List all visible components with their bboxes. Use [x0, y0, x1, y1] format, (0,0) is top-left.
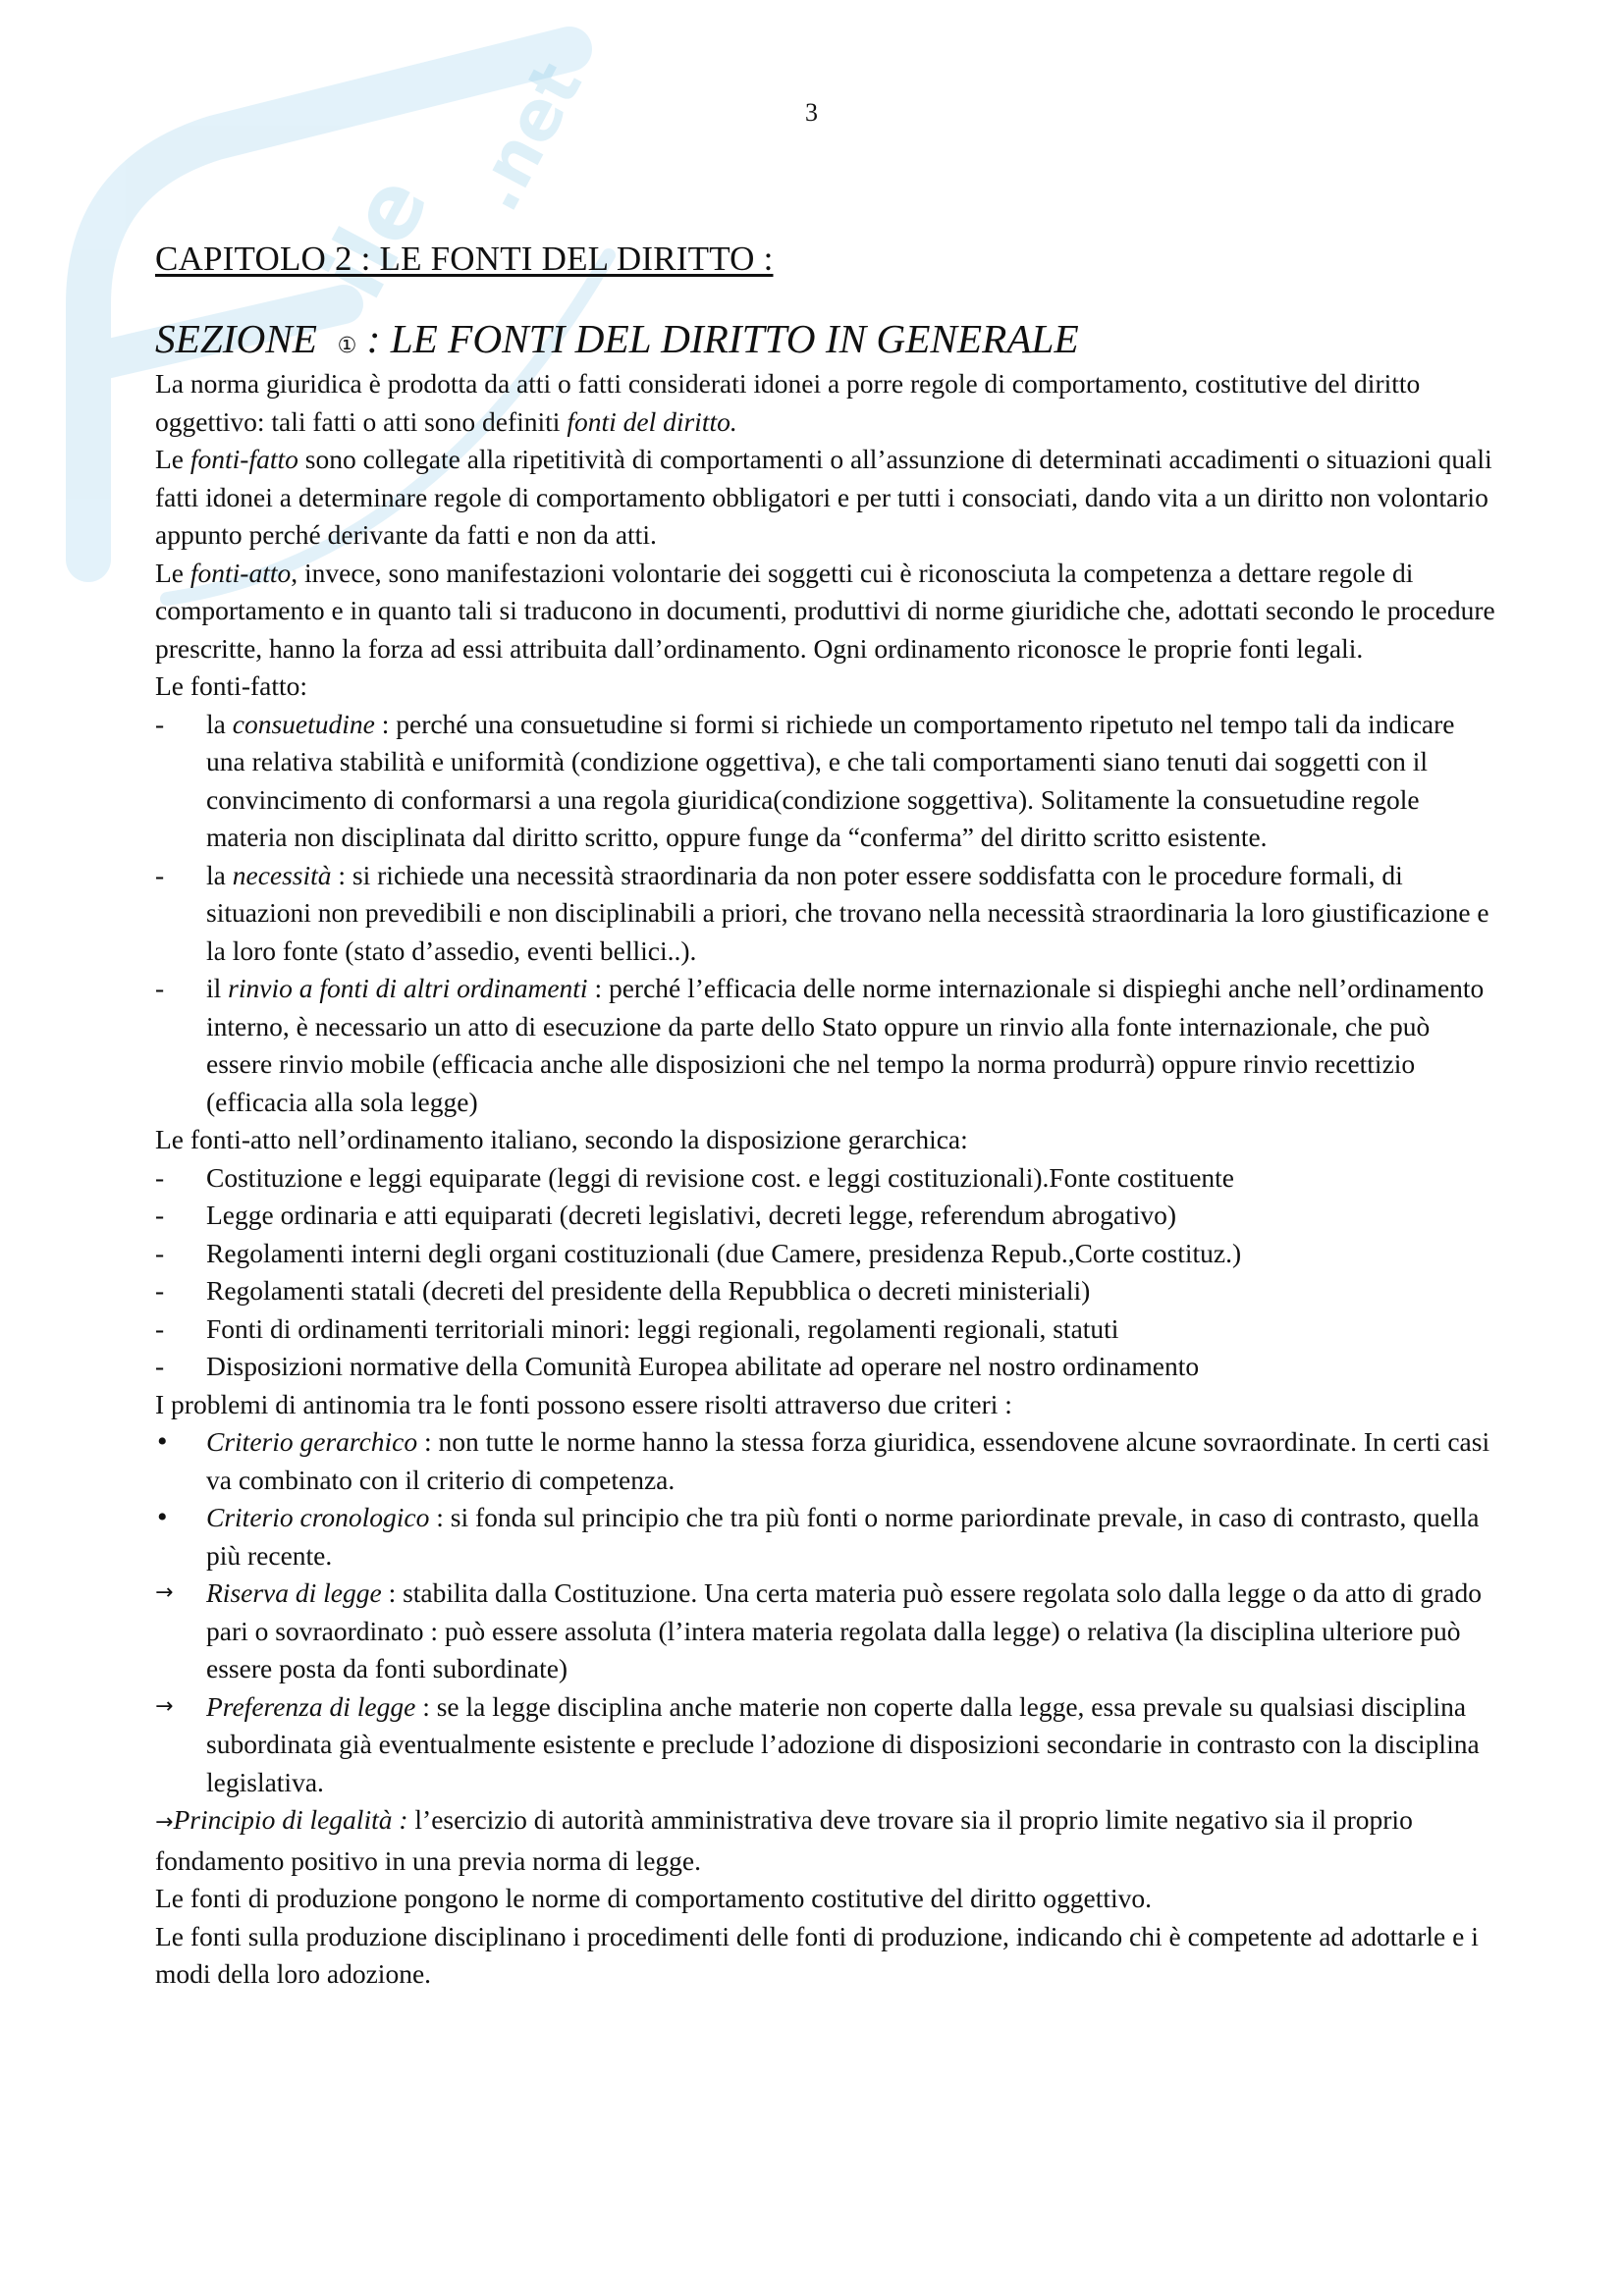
chapter-title: CAPITOLO 2 : LE FONTI DEL DIRITTO :	[155, 240, 774, 278]
intro-paragraph-3	[155, 555, 1500, 668]
bullet-icon: •	[157, 1501, 168, 1533]
criterion-text: : non tutte le norme hanno la stessa forza giuridica, essendovene alcune sovraordinate. In certi casi va combinato con il criterio di competenza.	[206, 1426, 1490, 1495]
list-item	[155, 706, 1500, 857]
criterion-text: : se la legge disciplina anche materie non coperte dalla legge, essa prevale su qualsiasi disciplina subordinata già eventualmente esistente e preclude l’adozione di disposizioni secondarie in contrasto con la disciplina legislativa.	[206, 1690, 1480, 1797]
dash-marker: -	[155, 1312, 165, 1344]
dash-marker: -	[155, 1351, 165, 1381]
item-term: consuetudine	[232, 708, 375, 739]
intro-paragraph-2	[155, 441, 1500, 555]
item-text: : si richiede una necessità straordinaria da non poter essere soddisfatta con le procedure formali, di situazioni non prevedibili e non disciplinabili a priori, che trovano nella necessità straordinaria la loro giustificazione e la loro fonte (stato d’assedio, eventi bellici..).	[206, 859, 1489, 966]
list-item	[155, 1197, 1500, 1235]
list-item	[155, 1310, 1500, 1349]
item-text: Fonti di ordinamenti territoriali minori: leggi regionali, regolamenti regionali, statuti	[206, 1312, 1119, 1344]
section-heading: : LE FONTI DEL DIRITTO IN GENERALE	[366, 315, 1079, 361]
intro-term: fonti del diritto.	[567, 405, 737, 437]
section-title	[155, 315, 1500, 366]
dash-marker: -	[155, 1161, 165, 1193]
list-item	[155, 970, 1500, 1121]
legalita-paragraph	[155, 1801, 1500, 1880]
intro-text: sono collegate alla ripetitività di comportamenti o all’assunzione di determinati accadimenti o situazioni quali fatti idonei a determinare regole di comportamento obbligatori e per tutti i consociati, dando vita a un diritto non volontario appunto perché derivante da fatti e non da atti.	[155, 444, 1492, 550]
fonti-fatto-heading: Le fonti-fatto:	[155, 670, 308, 701]
list-item	[155, 1235, 1500, 1273]
item-term: rinvio a fonti di altri ordinamenti	[228, 973, 588, 1003]
bullet-icon: •	[157, 1425, 168, 1458]
closing-paragraph-2: Le fonti sulla produzione disciplinano i procedimenti delle fonti di produzione, indicando chi è competente ad adottarle e i modi della loro adozione.	[155, 1920, 1479, 1989]
criteria-list	[155, 1423, 1500, 1801]
list-item	[155, 1423, 1500, 1499]
fonti-atto-list	[155, 1159, 1500, 1386]
section-prefix: SEZIONE	[155, 315, 317, 361]
criterion-term: Criterio gerarchico	[206, 1426, 418, 1457]
section-number: ①	[337, 333, 357, 358]
dash-marker: -	[155, 708, 165, 739]
criterion-text: : stabilita dalla Costituzione. Una certa materia può essere regolata solo dalla legge o da atto di grado pari o sovraordinato : può essere assoluta (l’intera materia regolata dalla legge) o relativa (la disciplina ulteriore può essere posta da fonti subordinate)	[206, 1577, 1482, 1683]
arrow-right-icon: →	[155, 1810, 174, 1835]
dash-marker: -	[155, 1237, 165, 1268]
list-item	[155, 1575, 1500, 1688]
list-item	[155, 857, 1500, 971]
legalita-term: Principio di legalità :	[173, 1804, 408, 1835]
list-item	[155, 1272, 1500, 1310]
intro-text: Le	[155, 557, 190, 588]
list-item	[155, 1688, 1500, 1802]
dash-marker: -	[155, 973, 165, 1003]
antinomia-heading: I problemi di antinomia tra le fonti possono essere risolti attraverso due criteri :	[155, 1388, 1012, 1419]
dash-marker: -	[155, 859, 165, 890]
intro-text: Le	[155, 444, 190, 474]
svg-text:.net: .net	[454, 49, 598, 224]
criterion-term: Criterio cronologico	[206, 1502, 430, 1532]
dash-marker: -	[155, 1275, 165, 1306]
item-text: : perché l’efficacia delle norme internazionale si dispieghi anche nell’ordinamento interno, è necessario un atto di esecuzione da parte dello Stato oppure un rinvio alla fonte internazionale, che può essere rinvio mobile (efficacia anche alle disposizioni che nel tempo la norma produrrà) oppure rinvio recettizio (efficacia alla sola legge)	[206, 973, 1485, 1117]
arrow-right-icon: →	[155, 1580, 174, 1605]
intro-paragraph-1	[155, 365, 1500, 441]
closing-paragraph-1: Le fonti di produzione pongono le norme di comportamento costitutive del diritto oggettivo.	[155, 1883, 1153, 1913]
svg-text:ile: ile	[300, 159, 450, 315]
item-text: Regolamenti interni degli organi costituzionali (due Camere, presidenza Repub.,Corte costituz.)	[206, 1237, 1242, 1268]
item-text: Costituzione e leggi equiparate (leggi di revisione cost. e leggi costituzionali).Fonte costituente	[206, 1161, 1235, 1193]
document-body	[155, 240, 1500, 1994]
intro-term: fonti-atto	[189, 557, 292, 588]
item-text: : perché una consuetudine si formi si richiede un comportamento ripetuto nel tempo tali da indicare una relativa stabilità e uniformità (condizione oggettiva), e che tali comportamenti siano tenuti dai soggetti con il convincimento di conformarsi a una regola giuridica(condizione soggettiva). Solitamente la consuetudine regole materia non disciplinata dal diritto scritto, oppure funge da “conferma” del diritto scritto esistente.	[206, 708, 1455, 852]
arrow-right-icon: →	[155, 1693, 174, 1719]
item-text: Legge ordinaria e atti equiparati (decreti legislativi, decreti legge, referendum abrogativo)	[206, 1200, 1177, 1230]
criterion-text: : si fonda sul principio che tra più fonti o norme pariordinate prevale, in caso di contrasto, quella più recente.	[206, 1502, 1480, 1571]
item-text: Disposizioni normative della Comunità Europea abilitate ad operare nel nostro ordinamento	[206, 1351, 1200, 1381]
dash-marker: -	[155, 1200, 165, 1230]
fonti-atto-heading: Le fonti-atto nell’ordinamento italiano, secondo la disposizione gerarchica:	[155, 1124, 968, 1154]
list-item	[155, 1348, 1500, 1386]
fonti-fatto-list	[155, 706, 1500, 1122]
item-text: Regolamenti statali (decreti del presidente della Repubblica o decreti ministeriali)	[206, 1275, 1091, 1306]
criterion-term: Riserva di legge	[206, 1577, 382, 1608]
intro-term: fonti-fatto	[189, 444, 298, 474]
item-term: necessità	[232, 859, 332, 890]
item-lead: la	[206, 859, 233, 890]
criterion-term: Preferenza di legge	[206, 1690, 416, 1722]
list-item	[155, 1159, 1500, 1198]
intro-text: La norma giuridica è prodotta da atti o fatti considerati idonei a porre regole di comportamento, costitutive del diritto oggettivo: tali fatti o atti sono definiti	[155, 368, 1421, 437]
list-item	[155, 1499, 1500, 1575]
intro-text: , invece, sono manifestazioni volontarie dei soggetti cui è riconosciuta la competenza a dettare regole di comportamento e in quanto tali si traducono in documenti, produttivi di norme giuridiche che, adottati secondo le procedure prescritte, hanno la forza ad essi attribuita dall’ordinamento. Ogni ordinamento riconosce le proprie fonti legali.	[155, 557, 1495, 664]
page-number: 3	[805, 98, 818, 127]
item-lead: il	[206, 973, 229, 1003]
legalita-text: l’esercizio di autorità amministrativa deve trovare sia il proprio limite negativo sia il proprio fondamento positivo in una previa norma di legge.	[155, 1804, 1413, 1876]
item-lead: la	[206, 708, 233, 739]
